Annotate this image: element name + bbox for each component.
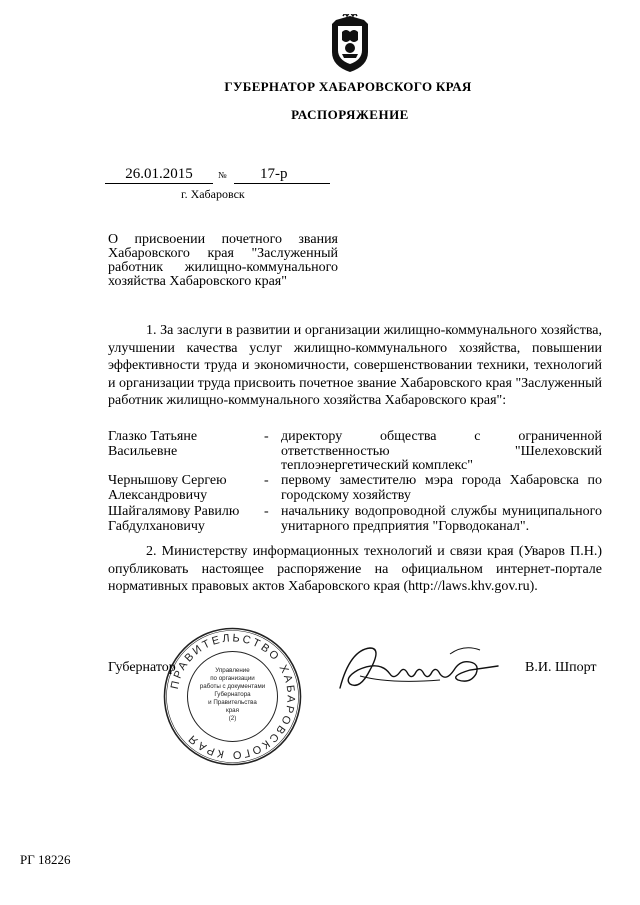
awardee-dash: -: [264, 504, 269, 519]
awardee-name: Глазко Татьяне Васильевне: [108, 429, 198, 459]
awardee-dash: -: [264, 429, 269, 444]
official-seal: [161, 625, 304, 768]
seal-center-line: работы с документами: [199, 683, 266, 690]
document-date: 26.01.2015: [105, 166, 213, 184]
awardee-name: Шайгалямову Равилю Габдулхановичу: [108, 504, 240, 534]
handwritten-signature: [330, 640, 500, 700]
seal-center-line: и Правительства: [208, 699, 257, 706]
paragraph-1: 1. За заслуги в развитии и организации жилищно-коммунального хозяйства, улучшении качества услуг жилищно-коммунального хозяйства, повышении эффективности труда и экономичности, совершенствовании техники, технологий и организации труда присвоить почетное звание Хабаровского края "Заслуженный работник жилищно-коммунального хозяйства Хабаровского края":: [108, 323, 602, 408]
seal-ring-text: ПРАВИТЕЛЬСТВО ХАБАРОВСКОГО КРАЯ: [168, 632, 297, 761]
registration-number: РГ 18226: [20, 852, 71, 867]
awardee-name: Чернышову Сергею Александровичу: [108, 473, 227, 503]
signatory-name: В.И. Шпорт: [525, 660, 597, 675]
awardee-dash: -: [264, 473, 269, 488]
document-subject: О присвоении почетного звания Хабаровского края "Заслуженный работник жилищно-коммунального хозяйства Хабаровского края": [108, 232, 338, 289]
number-sign: №: [218, 170, 227, 180]
seal-center-line: Губернатора: [214, 691, 251, 698]
awardee-position: директору общества с ограниченной ответственностью "Шелеховский теплоэнергетический комплекс": [281, 429, 602, 473]
awardee-position: начальнику водопроводной службы муниципального унитарного предприятия "Горводоканал".: [281, 504, 602, 534]
issue-city: г. Хабаровск: [181, 187, 245, 201]
signatory-title: Губернатор: [108, 660, 176, 675]
seal-center-line: Управление: [215, 667, 250, 674]
awardee-position: первому заместителю мэра города Хабаровска по городскому хозяйству: [281, 473, 602, 503]
seal-center-line: края: [226, 707, 239, 714]
seal-center-line: по организации: [210, 675, 255, 682]
document-number: 17-р: [234, 166, 330, 184]
coat-of-arms-icon: [328, 14, 372, 74]
issuer-heading: ГУБЕРНАТОР ХАБАРОВСКОГО КРАЯ: [224, 79, 472, 94]
paragraph-2: 2. Министерству информационных технологий и связи края (Уваров П.Н.) опубликовать настоящее распоряжение на официальном интернет-портале нормативных правовых актов Хабаровского края (http://laws.khv.gov.ru).: [108, 544, 602, 594]
document-type-heading: РАСПОРЯЖЕНИЕ: [291, 107, 409, 122]
seal-center-line: (2): [228, 715, 237, 722]
